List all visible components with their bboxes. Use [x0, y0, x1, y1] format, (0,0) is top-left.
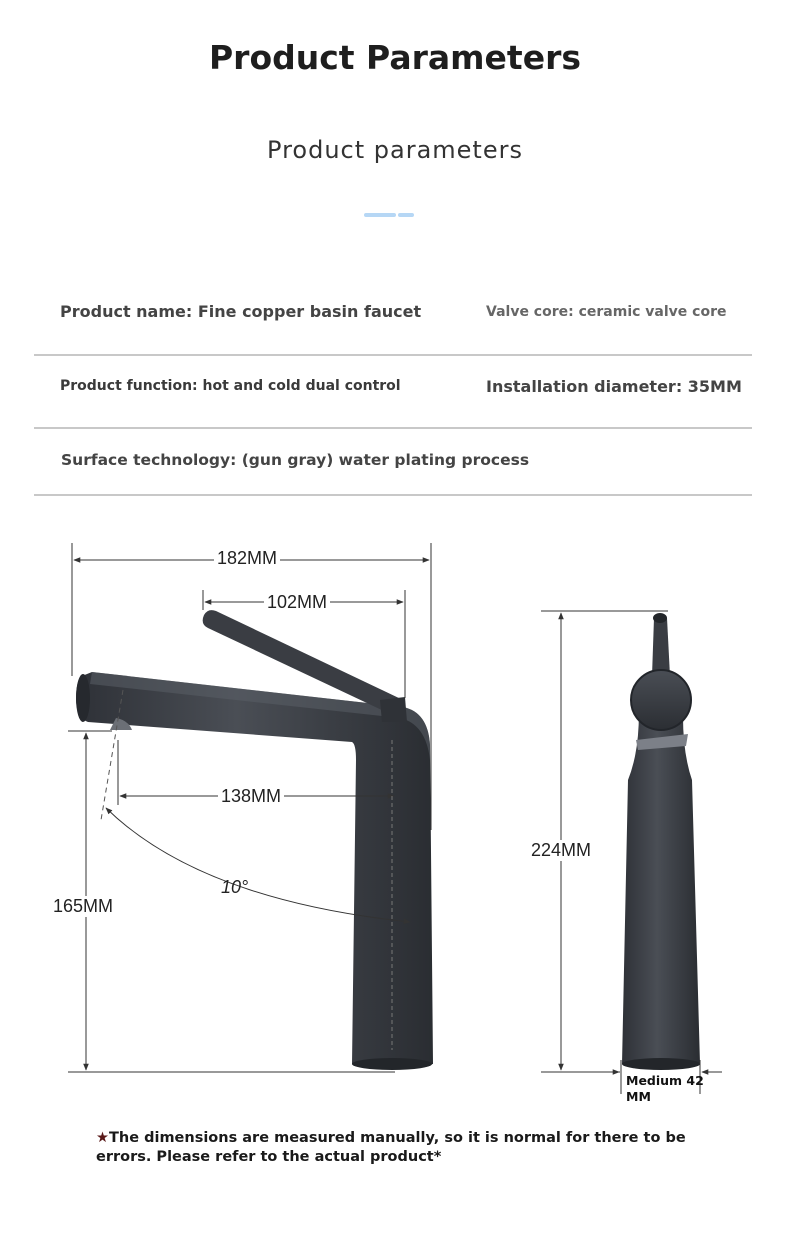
spec-product-name: Product name: Fine copper basin faucet [60, 302, 422, 321]
spec-surface-technology: Surface technology: (gun gray) water plating process [61, 451, 530, 469]
note-text: The dimensions are measured manually, so it is normal for there to be errors. Please refer to the actual product* [96, 1130, 686, 1165]
dim-spout-reach: 138MM [218, 786, 284, 807]
dim-overall-length: 182MM [214, 548, 280, 569]
dim-angle: 10° [221, 877, 249, 897]
dim-base-diameter: Medium 42 MM [626, 1073, 704, 1104]
star-icon: ★ [96, 1130, 109, 1146]
page-subtitle: Product parameters [267, 136, 523, 164]
dim-handle-length: 102MM [264, 592, 330, 613]
faucet-front-view [622, 613, 700, 1070]
spec-product-function: Product function: hot and cold dual control [60, 378, 401, 394]
measurement-note [96, 1129, 736, 1167]
page-title: Product Parameters [208, 38, 582, 77]
dim-spout-height: 165MM [50, 896, 116, 917]
dim-total-height: 224MM [528, 840, 594, 861]
spec-installation-diameter: Installation diameter: 35MM [486, 377, 742, 396]
spec-valve-core: Valve core: ceramic valve core [486, 304, 727, 320]
faucet-side-view [76, 610, 433, 1070]
